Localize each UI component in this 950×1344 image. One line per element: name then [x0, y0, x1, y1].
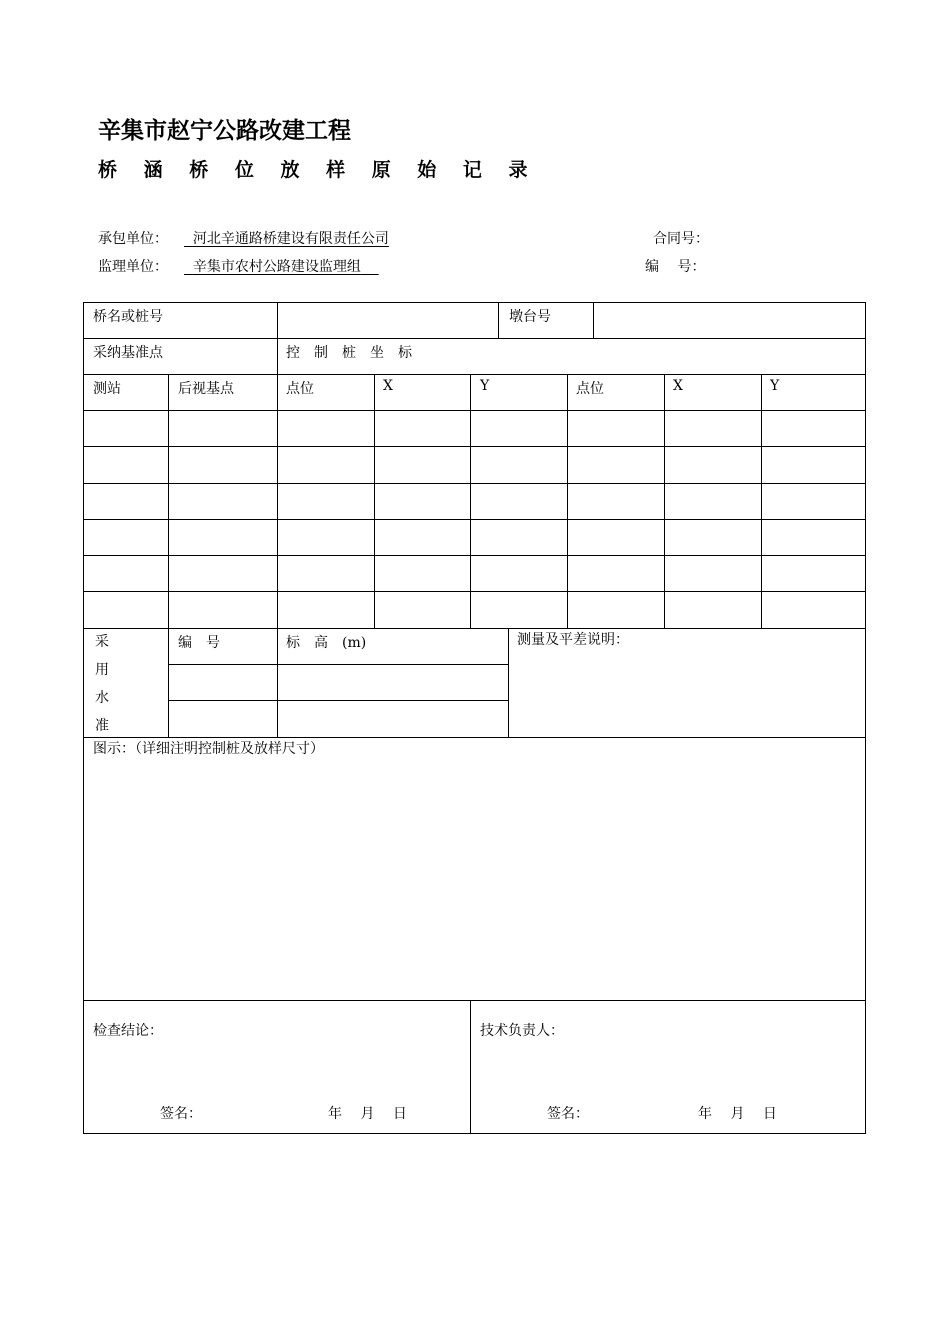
column-header-y-2: Y	[770, 378, 780, 394]
column-header-backsight: 后视基点	[178, 381, 234, 397]
pier-label: 墩台号	[509, 309, 551, 325]
control-coordinates-label: 控 制 桩 坐 标	[286, 345, 412, 361]
form-title: 桥 涵 桥 位 放 样 原 始 记 录	[98, 159, 538, 181]
column-header-y-1: Y	[480, 378, 490, 394]
contractor-label: 承包单位：	[98, 231, 168, 247]
inspection-date-label: 年 月 日	[328, 1106, 407, 1122]
column-header-x-2: X	[673, 378, 683, 394]
column-header-point-1: 点位	[286, 381, 314, 397]
column-header-point-2: 点位	[576, 381, 604, 397]
technical-sign-label: 签名：	[547, 1106, 589, 1122]
serial-number-label: 编 号：	[645, 259, 706, 275]
column-header-x-1: X	[383, 378, 393, 394]
inspection-conclusion-label: 检查结论：	[93, 1023, 163, 1039]
technical-lead-label: 技术负责人：	[480, 1023, 564, 1039]
supervisor-label: 监理单位：	[98, 259, 168, 275]
benchmark-label: 采纳基准点	[93, 345, 163, 361]
level-number-label: 编 号	[178, 635, 220, 651]
project-title: 辛集市赵宁公路改建工程	[98, 118, 351, 144]
measurement-note-label: 测量及平差说明：	[517, 632, 629, 648]
level-label: 采 用 水 准	[95, 634, 109, 734]
bridge-name-label: 桥名或桩号	[93, 309, 163, 325]
level-elevation-label: 标 高 (m)	[286, 635, 367, 651]
supervisor-value: 辛集市农村公路建设监理组	[192, 259, 361, 275]
diagram-label: 图示：（详细注明控制桩及放样尺寸）	[93, 741, 324, 757]
technical-date-label: 年 月 日	[698, 1106, 777, 1122]
contractor-value: 河北辛通路桥建设有限责任公司	[192, 231, 389, 247]
contract-number-label: 合同号：	[653, 231, 709, 247]
column-header-station: 测站	[93, 381, 121, 397]
inspection-sign-label: 签名：	[160, 1106, 202, 1122]
